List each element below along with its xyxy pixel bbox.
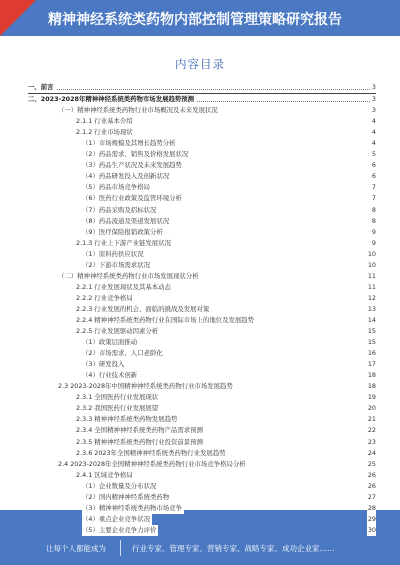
toc-entry-page: 26 [367, 481, 376, 492]
toc-entry[interactable] [28, 205, 376, 216]
toc-entry-label: 2.2.4 精神神经系统类药物行业在国际市场上的地位及发展趋势 [76, 315, 256, 326]
toc-entry-page: 4 [371, 127, 376, 138]
toc-entry-label: 2.3.6 2023年全国精神神经系统类药物行业发展趋势 [76, 448, 228, 459]
toc-entry[interactable] [28, 425, 376, 436]
toc-entry-label: 二、2023-2028年精神神经系统类药物市场发展趋势预测 [28, 94, 196, 105]
toc-entry[interactable] [28, 182, 376, 193]
footer-slogan: 让每个人都能成为 [46, 544, 106, 553]
toc-entry-label: （3）药品生产状况及未来发展趋势 [82, 160, 184, 171]
toc-entry-page: 10 [367, 249, 376, 260]
toc-entry-page: 5 [371, 149, 376, 160]
toc-entry[interactable] [28, 216, 376, 227]
toc-entry-page: 9 [371, 238, 376, 249]
toc-entry-label: 2.4 2023-2028年全国精神神经系统类药物行业市场竞争格局分析 [58, 459, 248, 470]
toc-entry-label: （4）行业技术创新 [82, 370, 139, 381]
toc-entry-page: 23 [367, 437, 376, 448]
footer-divider [120, 540, 121, 556]
toc-entry-label: （2）下游市场需求状况 [82, 260, 152, 271]
toc-entry-page: 8 [371, 205, 376, 216]
toc-entry-page: 3 [371, 82, 376, 93]
toc-entry-label: （一）精神神经系统类药物行业市场概况及未来发展状况 [58, 105, 220, 116]
toc-entry-page: 4 [371, 116, 376, 127]
toc-entry-label: （5）药品市场竞争格局 [82, 182, 152, 193]
toc-entry-page: 16 [367, 348, 376, 359]
toc-entry-label: （1）政策层面推动 [82, 337, 139, 348]
toc-entry[interactable] [28, 337, 376, 348]
toc-entry[interactable] [28, 238, 376, 249]
toc-entry-label: 2.3.3 精神神经系统类药物发展趋势 [76, 414, 179, 425]
header-banner [0, 0, 400, 36]
toc-entry[interactable] [28, 282, 376, 293]
toc-entry-label: 2.2.5 行业发展驱动因素分析 [76, 326, 160, 337]
toc-entry[interactable] [28, 392, 376, 403]
toc-entry-label: （1）市场规模及其增长趋势分析 [82, 138, 178, 149]
toc-entry-label: （7）药品采购及招标状况 [82, 205, 158, 216]
toc-entry[interactable] [28, 448, 376, 459]
toc-entry[interactable] [28, 171, 376, 182]
toc-entry[interactable] [28, 193, 376, 204]
toc-entry-page: 8 [371, 216, 376, 227]
toc-entry-label: （4）重点企业竞争状况 [82, 514, 152, 525]
toc-entry[interactable] [28, 414, 376, 425]
toc-entry[interactable] [28, 315, 376, 326]
toc-entry[interactable] [28, 293, 376, 304]
toc-entry-label: （2）药品需求、销售及价格发展状况 [82, 149, 190, 160]
toc-entry-page: 12 [367, 293, 376, 304]
toc-entry[interactable] [28, 304, 376, 315]
toc-entry-page: 22 [367, 425, 376, 436]
toc-entry-page: 6 [371, 171, 376, 182]
toc-entry[interactable] [28, 348, 376, 359]
toc-entry-label: 2.4.1 区域竞争格局 [76, 470, 135, 481]
toc-entry-page: 21 [367, 414, 376, 425]
toc-entry-page: 7 [371, 182, 376, 193]
footer-banner [0, 510, 400, 565]
toc-entry-label: 2.3.1 全国医药行业发展现状 [76, 392, 160, 403]
toc-entry-page: 24 [367, 448, 376, 459]
toc-entry[interactable] [28, 381, 376, 392]
toc-entry-label: 2.2.1 行业发展现状及其基本动态 [76, 282, 173, 293]
toc-entry-page: 28 [367, 503, 376, 514]
toc-entry-label: （3）研发投入 [82, 359, 126, 370]
footer-tagline: 行业专家、管理专家、营销专家、战略专家、成功企业家…… [132, 544, 335, 553]
toc-entry-page: 3 [371, 94, 376, 105]
header-accent-triangle [0, 0, 36, 36]
toc-entry-page: 25 [367, 459, 376, 470]
toc-entry-label: （4）药品研发投入及创新状况 [82, 171, 171, 182]
toc-entry[interactable] [28, 359, 376, 370]
toc-entry[interactable] [28, 227, 376, 238]
toc-entry-label: 2.1.2 行业市场现状 [76, 127, 135, 138]
toc-entry-label: （2）国内精神神经系统类药物 [82, 492, 171, 503]
toc-entry-label: （1）原料药供应状况 [82, 249, 146, 260]
toc-entry-label: （8）药品流通及渠道发展状况 [82, 216, 171, 227]
toc-entry-page: 27 [367, 492, 376, 503]
toc-entry-label: 2.2.3 行业发展的机会、面临的挑战及发展对策 [76, 304, 211, 315]
toc-entry-label: （6）医药行业政策及监管环境分析 [82, 193, 184, 204]
toc-entry[interactable] [28, 492, 376, 503]
toc-entry[interactable] [28, 116, 376, 127]
toc-entry-label: （5）主要企业竞争力评价 [82, 525, 158, 536]
toc-entry-label: （9）医疗保险报销政策分析 [82, 227, 165, 238]
toc-entry-label: 2.3.5 精神神经系统类药物行业投资前景预测 [76, 437, 205, 448]
toc-entry-label: 2.3 2023-2028年中国精神神经系统类药物行业市场发展趋势 [58, 381, 235, 392]
toc-dot-leader [28, 89, 370, 90]
toc-entry-label: （1）企业数量及分布状况 [82, 481, 158, 492]
toc-entry[interactable] [28, 127, 376, 138]
toc-entry[interactable] [28, 403, 376, 414]
toc-entry-page: 9 [371, 227, 376, 238]
toc-entry[interactable] [28, 481, 376, 492]
toc-entry-page: 6 [371, 160, 376, 171]
toc-entry-page: 26 [367, 470, 376, 481]
toc-entry-page: 18 [367, 381, 376, 392]
table-of-contents [28, 82, 376, 536]
toc-entry-page: 10 [367, 260, 376, 271]
toc-entry-page: 29 [367, 514, 376, 525]
toc-entry-page: 19 [367, 392, 376, 403]
toc-entry-page: 11 [367, 271, 376, 282]
toc-entry-page: 14 [367, 315, 376, 326]
toc-entry-label: （3）精神神经系统类药物市场竞争 [82, 503, 184, 514]
toc-entry-page: 15 [367, 337, 376, 348]
toc-entry[interactable] [28, 82, 376, 93]
toc-entry[interactable] [28, 105, 376, 116]
toc-entry[interactable] [28, 437, 376, 448]
toc-entry[interactable] [28, 459, 376, 470]
toc-entry[interactable] [28, 93, 376, 105]
report-title: 精神神经系统类药物内部控制管理策略研究报告 [48, 12, 342, 28]
toc-entry-label: 2.2.2 行业竞争格局 [76, 293, 135, 304]
toc-entry-label: 2.3.4 全国精神神经系统类药物产品需求预测 [76, 425, 205, 436]
toc-entry-label: 2.1.1 行业基本介绍 [76, 116, 135, 127]
toc-entry-label: 2.3.2 我国医药行业发展展望 [76, 403, 160, 414]
toc-entry-label: （2）市场需求、人口老龄化 [82, 348, 165, 359]
toc-entry[interactable] [28, 271, 376, 282]
toc-entry[interactable] [28, 160, 376, 171]
toc-entry-page: 13 [367, 304, 376, 315]
toc-entry-page: 20 [367, 403, 376, 414]
toc-entry-page: 11 [367, 282, 376, 293]
toc-entry-label: （二）精神神经系统类药物行业市场发展现状分析 [58, 271, 201, 282]
toc-entry[interactable] [28, 370, 376, 381]
toc-entry-page: 15 [367, 326, 376, 337]
toc-entry-page: 3 [371, 105, 376, 116]
toc-entry-page: 30 [367, 525, 376, 536]
toc-heading: 内容目录 [175, 57, 225, 71]
toc-entry-page: 18 [367, 370, 376, 381]
toc-entry-label: 2.1.3 行业上下游产业链发展状况 [76, 238, 173, 249]
toc-entry[interactable] [28, 249, 376, 260]
toc-entry-page: 17 [367, 359, 376, 370]
toc-entry[interactable] [28, 138, 376, 149]
toc-entry-page: 7 [371, 193, 376, 204]
toc-entry-page: 4 [371, 138, 376, 149]
toc-entry[interactable] [28, 326, 376, 337]
toc-entry[interactable] [28, 260, 376, 271]
toc-entry[interactable] [28, 149, 376, 160]
toc-entry-label: 一、前言 [28, 82, 56, 93]
toc-entry[interactable] [28, 470, 376, 481]
